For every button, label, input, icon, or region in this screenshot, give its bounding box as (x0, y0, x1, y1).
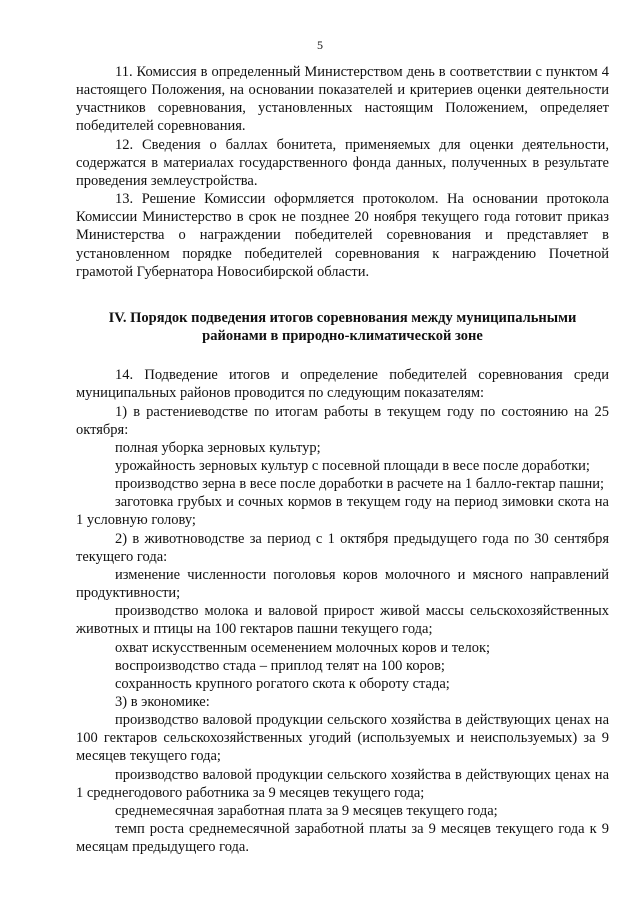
list-item: 3) в экономике: (115, 694, 210, 710)
list-item: производство валовой продукции сельского хозяйства в действующих ценах на 100 гектаров сельскохозяйственных угодий (используемых и неиспользуемых) за 9 месяцев текущего года; (76, 712, 609, 765)
section-heading: IV. Порядок подведения итогов соревнования между муниципальными районами в природно-климатической зоне (108, 309, 577, 345)
paragraph-14: 14. Подведение итогов и определение победителей соревнования среди муниципальных районов проводится по следующим показателям: (76, 367, 609, 402)
list-item: охват искусственным осеменением молочных коров и телок; (115, 639, 491, 656)
list-item: воспроизводство стада – приплод телят на 100 коров; (115, 657, 445, 674)
list-item: заготовка грубых и сочных кормов в текущем году на период зимовки скота на 1 условную голову; (76, 494, 609, 529)
document-body (76, 63, 609, 856)
list-item: изменение численности поголовья коров молочного и мясного направлений продуктивности; (76, 566, 609, 602)
list-item: полная уборка зерновых культур; (115, 439, 321, 456)
list-item: 1) в растениеводстве по итогам работы в текущем году по состоянию на 25 октября: (76, 403, 609, 438)
list-item: урожайность зерновых культур с посевной площади в весе после доработки; (115, 457, 590, 474)
paragraph-13: 13. Решение Комиссии оформляется протоколом. На основании протокола Комиссии Министерство в срок не позднее 20 ноября текущего года готовит приказ Министерства о награждении победителей соревнования и представляет в установленном порядке победителей соревнования к награждению Почетной грамотой Губернатора Новосибирской области. (76, 191, 609, 280)
page-number: 5 (317, 38, 323, 52)
list-item: 2) в животноводстве за период с 1 октября предыдущего года по 30 сентября текущего года: (76, 530, 609, 565)
list-item: темп роста среднемесячной заработной платы за 9 месяцев текущего года к 9 месяцам предыдущего года. (76, 821, 609, 856)
list-item: среднемесячная заработная плата за 9 месяцев текущего года; (115, 802, 498, 819)
list-item: сохранность крупного рогатого скота к обороту стада; (115, 675, 450, 692)
paragraph-12: 12. Сведения о баллах бонитета, применяемых для оценки деятельности, содержатся в материалах государственного фонда данных, полученных в результате проведения землеустройства. (76, 136, 609, 189)
list-item: производство молока и валовой прирост живой массы сельскохозяйственных животных и птицы на 100 гектаров пашни текущего года; (76, 603, 609, 638)
list-item: производство зерна в весе после доработки в расчете на 1 балло-гектар пашни; (115, 476, 605, 493)
paragraph-11: 11. Комиссия в определенный Министерством день в соответствии с пунктом 4 настоящего Положения, на основании показателей и критериев оценки деятельности участников соревнования, установленных настоящим Положением, определяет победителей соревнования. (76, 64, 609, 135)
list-item: производство валовой продукции сельского хозяйства в действующих ценах на 1 среднегодового работника за 9 месяцев текущего года; (76, 766, 609, 801)
